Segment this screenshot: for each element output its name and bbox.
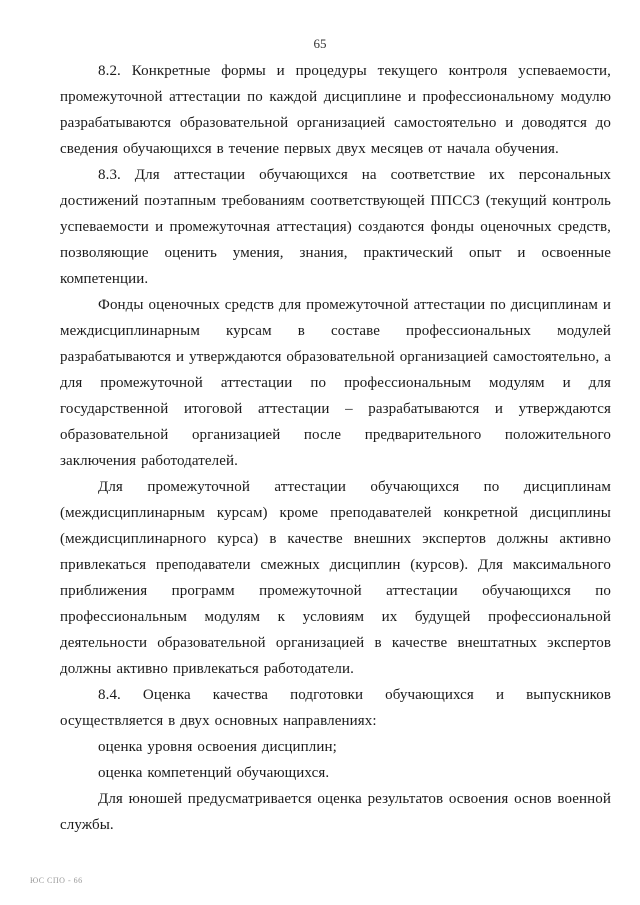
paragraph-8-4: 8.4. Оценка качества подготовки обучающихся и выпускников осуществляется в двух основных направлениях: <box>60 687 611 729</box>
paragraph-8-3: 8.3. Для аттестации обучающихся на соответствие их персональных достижений поэтапным требованиям соответствующей ППССЗ (текущий контроль успеваемости и промежуточная аттестация) создаются фонды оценочных средств, позволяющие оценить умения, знания, практический опыт и освоенные компетенции. <box>60 167 611 287</box>
footer-mark: ЮС СПО - 66 <box>30 876 83 885</box>
paragraph-military-service: Для юношей предусматривается оценка результатов освоения основ военной службы. <box>60 791 611 833</box>
list-item-competences: оценка компетенций обучающихся. <box>98 765 330 781</box>
page-number: 65 <box>313 36 327 51</box>
paragraph-intermediate-attestation: Для промежуточной аттестации обучающихся по дисциплинам (междисциплинарным курсам) кроме преподавателей конкретной дисциплины (междисциплинарного курса) в качестве внешних экспертов должны активно привлекаться преподаватели смежных дисциплин (курсов). Для максимального приближения программ промежуточной аттестации обучающихся по профессиональным модулям к условиям их будущей профессиональной деятельности образовательной организацией в качестве внештатных экспертов должны активно привлекаться работодатели. <box>60 479 611 677</box>
list-item-discipline-level: оценка уровня освоения дисциплин; <box>98 739 337 755</box>
paragraph-8-2: 8.2. Конкретные формы и процедуры текущего контроля успеваемости, промежуточной аттестации по каждой дисциплине и профессиональному модулю разрабатываются образовательной организацией самостоятельно и доводятся до сведения обучающихся в течение первых двух месяцев от начала обучения. <box>60 63 611 157</box>
document-body <box>60 58 611 838</box>
paragraph-assessment-funds: Фонды оценочных средств для промежуточной аттестации по дисциплинам и междисциплинарным курсам в составе профессиональных модулей разрабатываются и утверждаются образовательной организацией самостоятельно, а для промежуточной аттестации по профессиональным модулям и для государственной итоговой аттестации – разрабатываются и утверждаются образовательной организацией после предварительного положительного заключения работодателей. <box>60 297 611 469</box>
